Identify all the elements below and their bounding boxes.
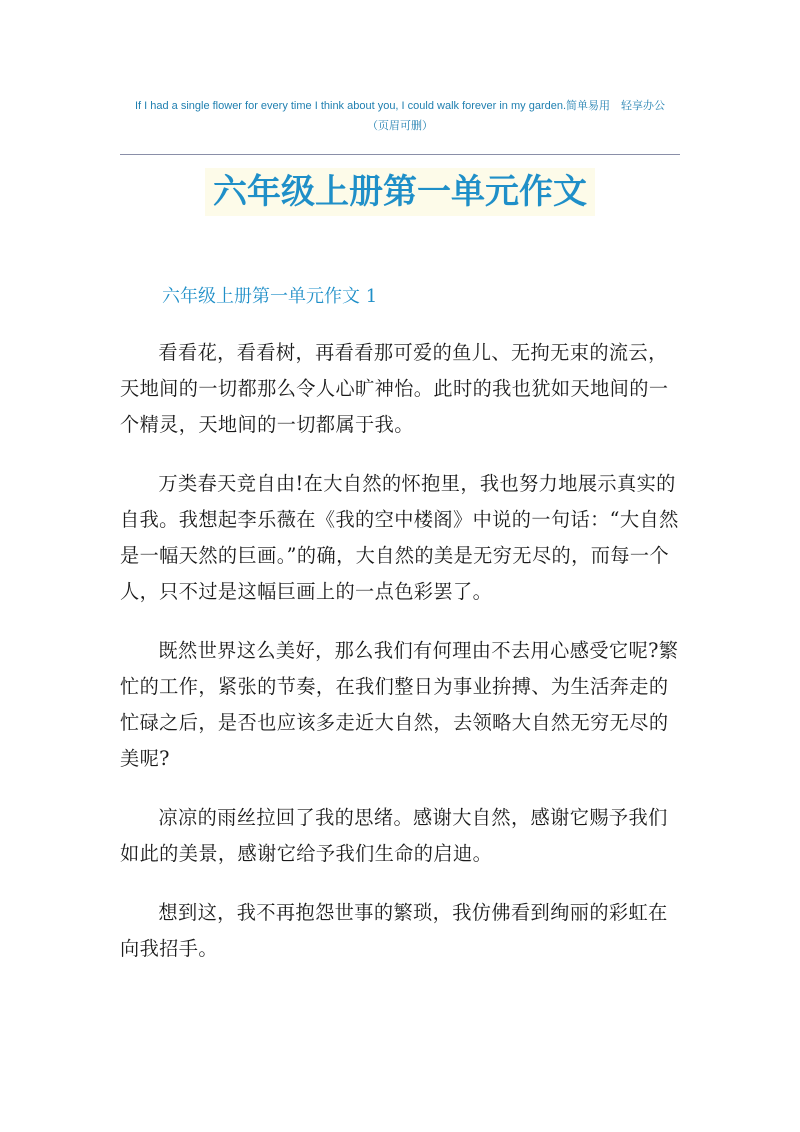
header-note: （页眉可删） bbox=[367, 120, 433, 132]
paragraph: 既然世界这么美好，那么我们有何理由不去用心感受它呢?繁忙的工作，紧张的节奏，在我们整日为事业拚搏、为生活奔走的忙碌之后，是否也应该多走近大自然，去领略大自然无穷无尽的美呢? bbox=[120, 639, 679, 770]
paragraph: 万类春天竞自由!在大自然的怀抱里，我也努力地展示真实的自我。我想起李乐薇在《我的空中楼阁》中说的一句话：“大自然是一幅天然的巨画。”的确，大自然的美是无穷无尽的，而每一个人，只不过是这幅巨画上的一点色彩罢了。 bbox=[120, 472, 679, 603]
document-title: 六年级上册第一单元作文 bbox=[205, 168, 595, 216]
paragraph: 想到这，我不再抱怨世事的繁琐，我仿佛看到绚丽的彩虹在向我招手。 bbox=[120, 901, 668, 960]
paragraph: 看看花，看看树，再看看那可爱的鱼儿、无拘无束的流云，天地间的一切都那么令人心旷神怡。此时的我也犹如天地间的一个精灵，天地间的一切都属于我。 bbox=[120, 341, 669, 436]
title-container bbox=[0, 168, 800, 216]
section-heading: 六年级上册第一单元作文 1 bbox=[162, 286, 378, 307]
document-body bbox=[120, 335, 680, 990]
header-quote: If I had a single flower for every time I think about you, I could walk forever in my garden.简单易用 轻享办公 bbox=[134, 100, 666, 112]
page-header bbox=[0, 96, 800, 136]
paragraph: 凉凉的雨丝拉回了我的思绪。感谢大自然，感谢它赐予我们如此的美景，感谢它给予我们生命的启迪。 bbox=[120, 806, 668, 865]
header-divider bbox=[120, 154, 680, 155]
